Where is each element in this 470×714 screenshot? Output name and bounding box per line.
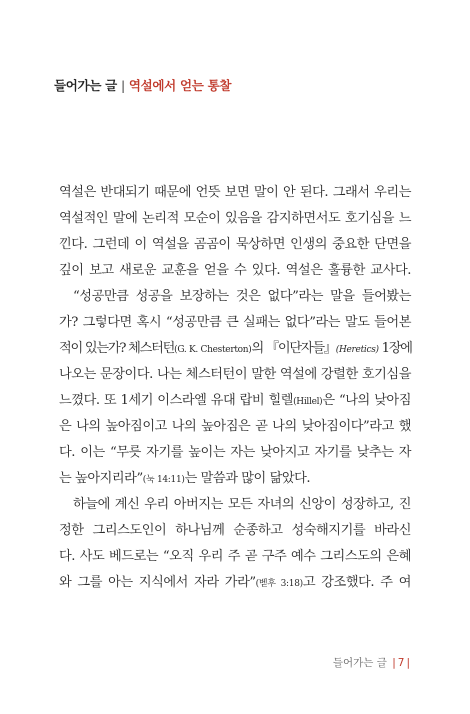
annotation-run: (눅 14:11) [142,475,185,485]
text-line: 다. 이는 “무릇 자기를 높이는 자는 낮아지고 자기를 낮추는 자 [59,445,411,460]
annotation-run: (Hillel) [293,397,323,407]
text-run: 는 말씀과 많이 닮았다. [184,471,311,486]
text-line [59,388,411,414]
running-header [54,76,231,94]
text-run: 은 “나의 낮아짐 [322,393,412,408]
footer-separator: | [392,657,396,669]
text-line: 깊이 보고 새로운 교훈을 얻을 수 있다. 역설은 훌륭한 교사다. [59,263,411,278]
body-text [59,180,411,596]
text-line: 하늘에 계신 우리 아버지는 모든 자녀의 신앙이 성장하고, 진 [73,497,411,512]
text-run: 1장에 [378,341,412,356]
footer-separator-end: | [406,657,410,669]
text-line: 정한 그리스도인이 하나님께 순종하고 성숙해지기를 바라신 [59,523,411,538]
text-run: 적이 있는가? 체스터턴 [59,341,175,356]
text-line: 역설은 반대되기 때문에 언뜻 보면 말이 안 된다. 그래서 우리는 [59,185,411,200]
annotation-run: (벧후 3:18) [255,579,303,589]
text-line: 다. 사도 베드로는 “오직 우리 주 곧 구주 예수 그리스도의 은혜 [59,549,411,564]
annotation-run: (Heretics) [335,345,379,355]
text-line: 역설적인 말에 논리적 모순이 있음을 감지하면서도 호기심을 느 [59,211,411,226]
text-line [59,466,411,492]
page-number: 7 [397,657,405,669]
text-run: 의 『이단자들』 [251,341,336,356]
header-section-title: 들어가는 글 [54,78,117,93]
header-subtitle: 역설에서 얻는 통찰 [128,78,232,93]
text-line: 나오는 문장이다. 나는 체스터턴이 말한 역설에 강렬한 호기심을 [59,367,411,382]
text-line [59,336,411,362]
text-run: 고 강조했다. 주 여 [302,575,411,590]
text-line: 낀다. 그런데 이 역설을 곰곰이 묵상하면 인생의 중요한 단면을 [59,237,411,252]
text-line [59,570,411,596]
text-line: 가? 그렇다면 혹시 “성공만큼 큰 실패는 없다”라는 말도 들어본 [59,315,411,330]
header-separator: | [120,78,125,93]
text-line: “성공만큼 성공을 보장하는 것은 없다”라는 말을 들어봤는 [73,289,411,304]
text-run: 느꼈다. 또 1세기 이스라엘 유대 랍비 힐렐 [59,393,294,408]
footer-label: 들어가는 글 [332,657,387,669]
page-footer [333,655,412,670]
text-run: 는 높아지리라” [59,471,143,486]
annotation-run: (G. K. Chesterton) [174,345,252,355]
text-run: 와 그를 아는 지식에서 자라 가라” [59,575,256,590]
text-line: 은 나의 높아짐이고 나의 높아짐은 곧 나의 낮아짐이다”라고 했 [59,419,411,434]
